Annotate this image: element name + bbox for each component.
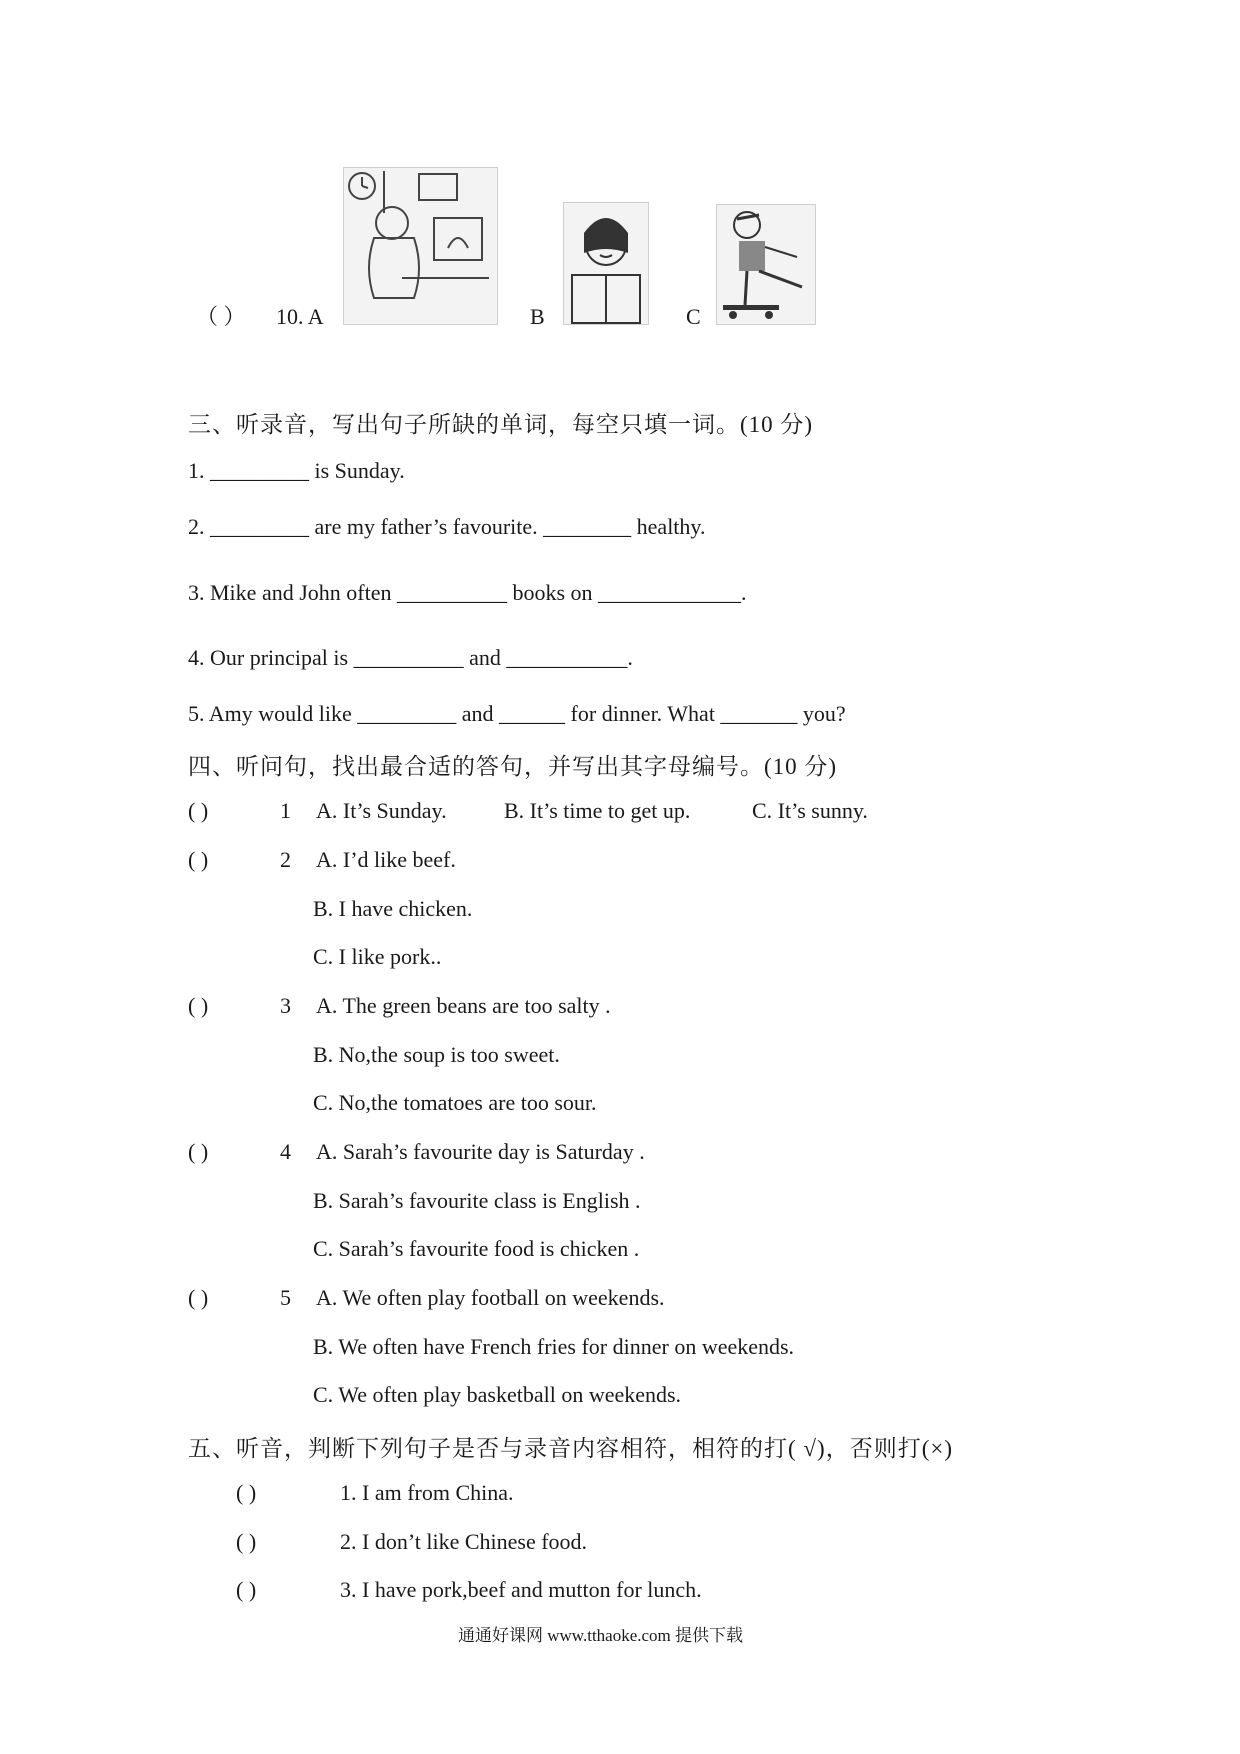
option-c: C. It’s sunny. bbox=[752, 798, 868, 823]
option-c: C. I like pork.. bbox=[313, 944, 442, 969]
option-a: A. The green beans are too salty . bbox=[316, 993, 611, 1018]
answer-bracket: ( ) bbox=[236, 1480, 257, 1505]
option-a: A. I’d like beef. bbox=[316, 847, 456, 872]
item-number: 5 bbox=[280, 1285, 291, 1310]
picture-a-girl-watching-tv bbox=[343, 167, 498, 325]
statement-1: 1. I am from China. bbox=[340, 1480, 514, 1505]
option-b: B. It’s time to get up. bbox=[504, 798, 691, 823]
option-b: B. We often have French fries for dinner on weekends. bbox=[313, 1334, 795, 1359]
option-a: A. Sarah’s favourite day is Saturday . bbox=[316, 1139, 645, 1164]
option-b: B. I have chicken. bbox=[313, 896, 473, 921]
answer-bracket: ( ) bbox=[188, 798, 209, 823]
option-c: C. No,the tomatoes are too sour. bbox=[313, 1090, 597, 1115]
option-c-label: C bbox=[686, 304, 701, 329]
picture-c-boy-skateboarding bbox=[716, 204, 816, 325]
fill-in-line-3: 3. Mike and John often __________ books on _____________. bbox=[188, 580, 747, 605]
option-a: A. It’s Sunday. bbox=[316, 798, 447, 823]
picture-b-girl-reading bbox=[563, 202, 649, 325]
fill-in-line-5: 5. Amy would like _________ and ______ for dinner. What _______ you? bbox=[188, 701, 846, 726]
footer-text: 通通好课网 www.tthaoke.com 提供下载 bbox=[458, 1626, 744, 1645]
option-b: B. No,the soup is too sweet. bbox=[313, 1042, 560, 1067]
section-5-heading: 五、听音，判断下列句子是否与录音内容相符，相符的打( √)，否则打(×) bbox=[188, 1436, 953, 1461]
fill-in-line-2: 2. _________ are my father’s favourite. ________ healthy. bbox=[188, 514, 706, 539]
answer-bracket: （ ） bbox=[196, 304, 246, 329]
item-number: 3 bbox=[280, 993, 291, 1018]
answer-bracket: ( ) bbox=[236, 1529, 257, 1554]
answer-bracket: ( ) bbox=[188, 993, 209, 1018]
option-b: B. Sarah’s favourite class is English . bbox=[313, 1188, 641, 1213]
option-c: C. We often play basketball on weekends. bbox=[313, 1382, 682, 1407]
item-number: 1 bbox=[280, 798, 291, 823]
answer-bracket: ( ) bbox=[188, 1139, 209, 1164]
section-4-heading: 四、听问句，找出最合适的答句，并写出其字母编号。(10 分) bbox=[188, 754, 838, 779]
option-b-label: B bbox=[530, 304, 545, 329]
statement-3: 3. I have pork,beef and mutton for lunch. bbox=[340, 1577, 702, 1602]
answer-bracket: ( ) bbox=[236, 1577, 257, 1602]
option-c: C. Sarah’s favourite food is chicken . bbox=[313, 1236, 640, 1261]
fill-in-line-1: 1. _________ is Sunday. bbox=[188, 458, 405, 483]
fill-in-line-4: 4. Our principal is __________ and ___________. bbox=[188, 645, 633, 670]
item-number: 2 bbox=[280, 847, 291, 872]
answer-bracket: ( ) bbox=[188, 847, 209, 872]
statement-2: 2. I don’t like Chinese food. bbox=[340, 1529, 588, 1554]
question-number: 10. A bbox=[276, 304, 324, 329]
option-a: A. We often play football on weekends. bbox=[316, 1285, 665, 1310]
answer-bracket: ( ) bbox=[188, 1285, 209, 1310]
item-number: 4 bbox=[280, 1139, 291, 1164]
section-3-heading: 三、听录音，写出句子所缺的单词，每空只填一词。(10 分) bbox=[188, 412, 814, 437]
